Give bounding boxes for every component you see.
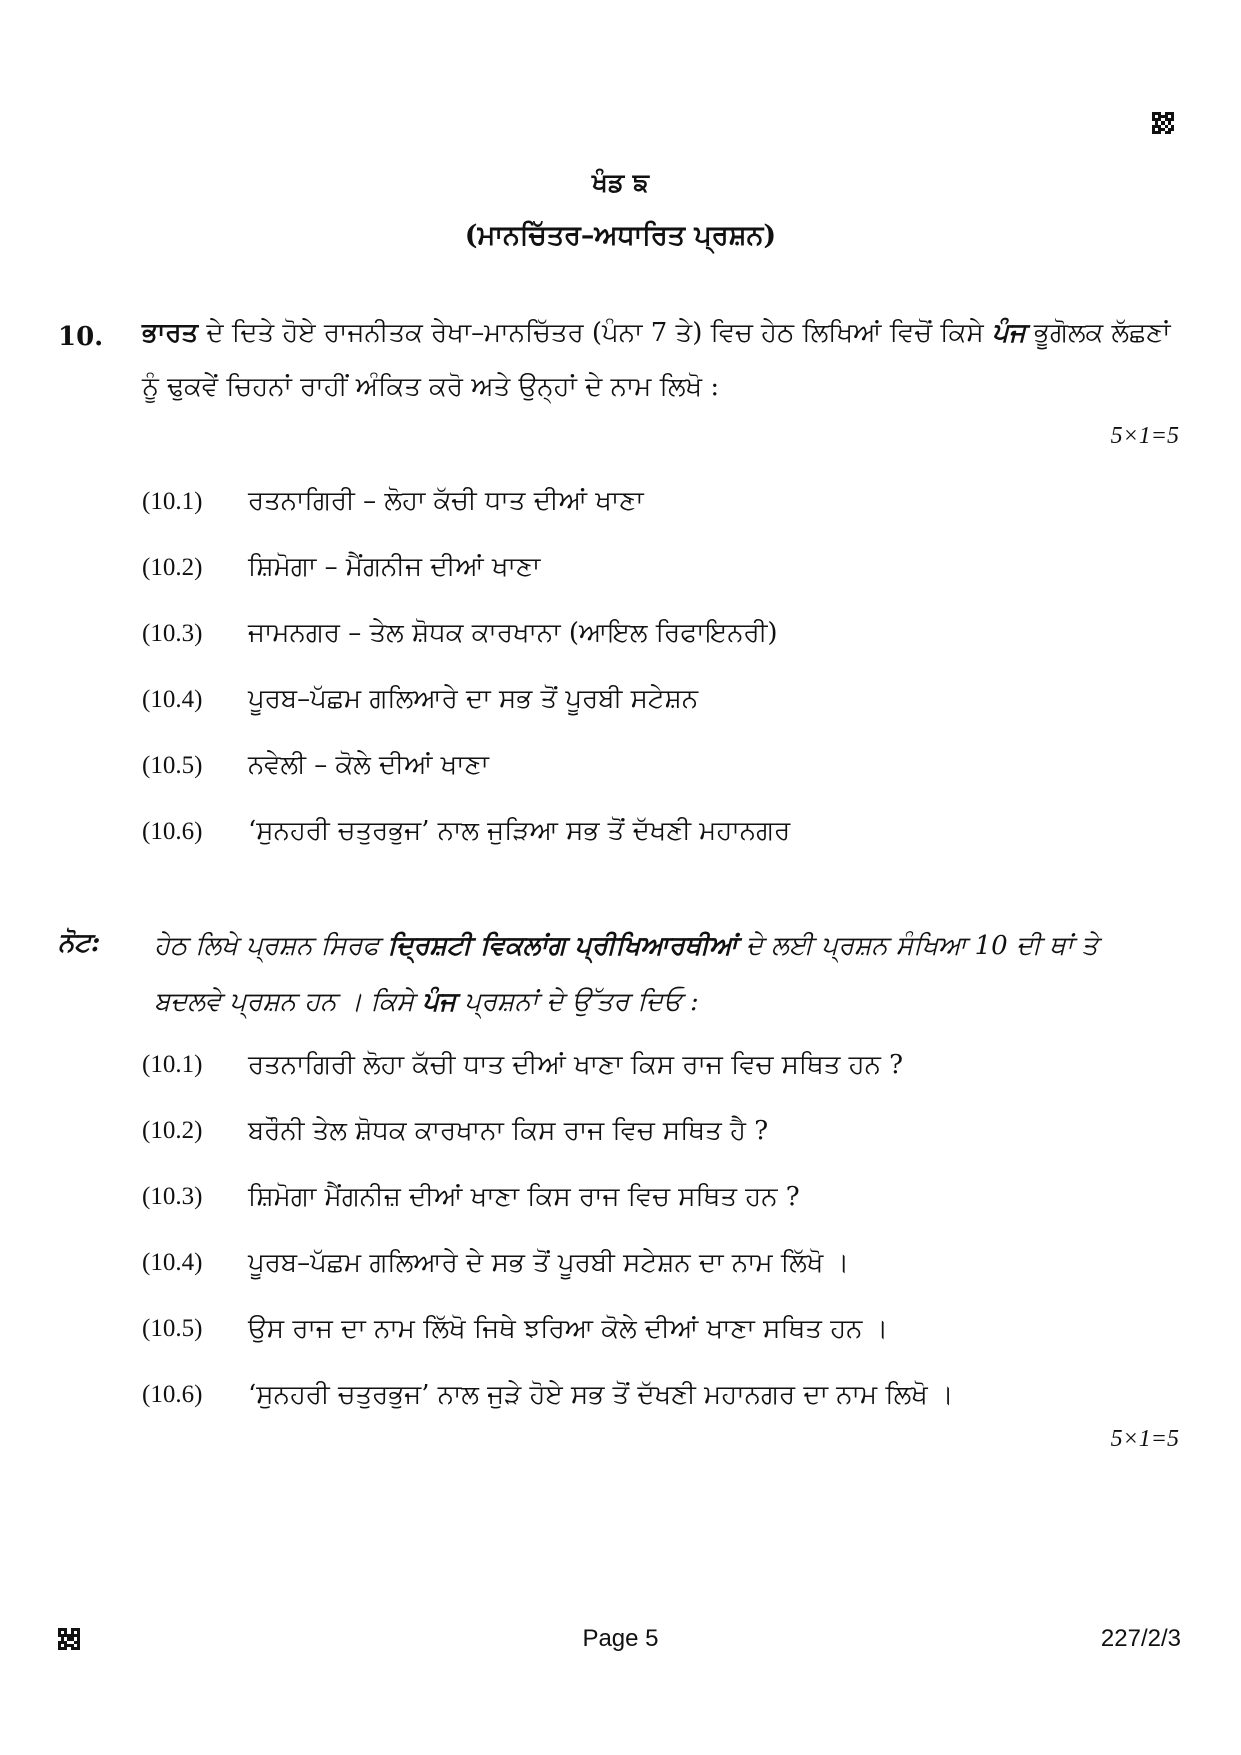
- item-text: ਪੂਰਬ–ਪੱਛਮ ਗਲਿਆਰੇ ਦਾ ਸਭ ਤੋਂ ਪੂਰਬੀ ਸਟੇਸ਼ਨ: [248, 684, 699, 714]
- list-item: [142, 750, 489, 781]
- list-item: [142, 816, 790, 847]
- item-number: (10.1): [142, 488, 203, 515]
- item-text: ‘ਸੁਨਹਰੀ ਚਤੁਰਭੁਜ’ ਨਾਲ ਜੁੜੇ ਹੋਏ ਸਭ ਤੋਂ ਦੱਖਣੀ ਮਹਾਨਗਰ ਦਾ ਨਾਮ ਲਿਖੋ ।: [248, 1380, 954, 1410]
- note-label: ਨੋਟ:: [58, 928, 101, 958]
- list-item: [142, 1366, 1136, 1424]
- question-bold-five: ਪੰਜ: [991, 318, 1026, 348]
- list-item: [142, 552, 540, 583]
- item-number: (10.4): [142, 1249, 203, 1276]
- question-text-part2: ਭੂਗੋਲਕ ਲੱਛਣਾਂ ਨੂੰ ਢੁਕਵੇਂ ਚਿਹਨਾਂ ਰਾਹੀਂ ਅੰਕਿਤ ਕਰੋ ਅਤੇ ਉਨ੍ਹਾਂ ਦੇ ਨਾਮ ਲਿਖੋ :: [142, 318, 1171, 402]
- item-number: (10.6): [142, 818, 203, 845]
- item-number: (10.1): [142, 1051, 203, 1078]
- item-number: (10.5): [142, 752, 203, 779]
- list-item: [142, 1300, 888, 1358]
- question-text-part1: ਦੇ ਦਿਤੇ ਹੋਏ ਰਾਜਨੀਤਕ ਰੇਖਾ–ਮਾਨਚਿੱਤਰ (ਪੰਨਾ 7 ਤੇ) ਵਿਚ ਹੇਠ ਲਿਖਿਆਂ ਵਿਚੋਂ ਕਿਸੇ: [198, 318, 992, 348]
- list-item: [142, 1234, 849, 1292]
- list-item: [142, 1168, 800, 1226]
- note-text-part3: ਪ੍ਰਸ਼ਨਾਂ ਦੇ ਉੱਤਰ ਦਿਓ :: [455, 987, 699, 1017]
- item-text: ਸ਼ਿਮੋਗਾ ਮੈਂਗਨੀਜ਼ ਦੀਆਂ ਖਾਣਾ ਕਿਸ ਰਾਜ ਵਿਚ ਸਥਿਤ ਹਨ ?: [248, 1182, 800, 1212]
- item-text: ਜਾਮਨਗਰ – ਤੇਲ ਸ਼ੋਧਕ ਕਾਰਖਾਨਾ (ਆਇਲ ਰਿਫਾਇਨਰੀ): [248, 618, 778, 648]
- qr-code-icon: [1152, 112, 1174, 134]
- item-number: (10.3): [142, 620, 203, 647]
- item-text: ਬਰੌਨੀ ਤੇਲ ਸ਼ੋਧਕ ਕਾਰਖਾਨਾ ਕਿਸ ਰਾਜ ਵਿਚ ਸਥਿਤ ਹੈ ?: [248, 1116, 769, 1146]
- list-item: [142, 684, 698, 715]
- item-number: (10.2): [142, 554, 203, 581]
- note-marks: 5×1=5: [1110, 1426, 1179, 1452]
- item-text: ਉਸ ਰਾਜ ਦਾ ਨਾਮ ਲਿੱਖੋ ਜਿਥੇ ਝਰਿਆ ਕੋਲੇ ਦੀਆਂ ਖਾਣਾ ਸਥਿਤ ਹਨ ।: [248, 1314, 889, 1344]
- item-number: (10.5): [142, 1315, 203, 1342]
- page-number: Page 5: [582, 1625, 659, 1652]
- section-subtitle: (ਮਾਨਚਿੱਤਰ–ਅਧਾਰਿਤ ਪ੍ਰਸ਼ਨ): [464, 220, 777, 251]
- question-bold-country: ਭਾਰਤ: [142, 318, 199, 348]
- item-text: ਨਵੇਲੀ – ਕੋਲੇ ਦੀਆਂ ਖਾਣਾ: [248, 750, 489, 780]
- item-number: (10.2): [142, 1117, 203, 1144]
- list-item: [142, 1102, 768, 1160]
- paper-code: 227/2/3: [1100, 1625, 1181, 1652]
- list-item: [142, 1036, 903, 1094]
- item-text: ਰਤਨਾਗਿਰੀ ਲੋਹਾ ਕੱਚੀ ਧਾਤ ਦੀਆਂ ਖਾਣਾ ਕਿਸ ਰਾਜ ਵਿਚ ਸਥਿਤ ਹਨ ?: [248, 1050, 904, 1080]
- item-text: ਰਤਨਾਗਿਰੀ – ਲੋਹਾ ਕੱਚੀ ਧਾਤ ਦੀਆਂ ਖਾਣਾ: [248, 486, 644, 516]
- question-number: 10.: [58, 322, 104, 352]
- note-text-part1: ਹੇਠ ਲਿਖੇ ਪ੍ਰਸ਼ਨ ਸਿਰਫ: [154, 931, 388, 961]
- item-number: (10.6): [142, 1381, 203, 1408]
- item-text: ‘ਸੁਨਹਰੀ ਚਤੁਰਭੁਜ’ ਨਾਲ ਜੁੜਿਆ ਸਭ ਤੋਂ ਦੱਖਣੀ ਮਹਾਨਗਰ: [248, 816, 791, 846]
- item-number: (10.3): [142, 1183, 203, 1210]
- list-item: [142, 618, 778, 649]
- section-title: ਖੰਡ ਙ: [591, 168, 650, 197]
- note-text: [154, 918, 1164, 1030]
- item-text: ਪੂਰਬ–ਪੱਛਮ ਗਲਿਆਰੇ ਦੇ ਸਭ ਤੋਂ ਪੂਰਬੀ ਸਟੇਸ਼ਨ ਦਾ ਨਾਮ ਲਿੱਖੋ ।: [248, 1248, 850, 1278]
- note-text-part2: ਦੇ ਲਈ ਪ੍ਰਸ਼ਨ ਸੰਖਿਆ 10 ਦੀ ਥਾਂ ਤੇ ਬਦਲਵੇ ਪ੍ਰਸ਼ਨ ਹਨ । ਕਿਸੇ: [154, 931, 1099, 1017]
- item-number: (10.4): [142, 686, 203, 713]
- note-bold-candidates: ਦ੍ਰਿਸ਼ਟੀ ਵਿਕਲਾਂਗ ਪ੍ਰੀਖਿਆਰਥੀਆਂ: [387, 931, 738, 961]
- list-item: [142, 486, 644, 517]
- item-text: ਸ਼ਿਮੋਗਾ – ਮੈਂਗਨੀਜ ਦੀਆਂ ਖਾਣਾ: [248, 552, 541, 582]
- note-bold-five: ਪੰਜ: [422, 987, 456, 1017]
- question-marks: 5×1=5: [1110, 423, 1179, 449]
- question-text: [142, 306, 1176, 414]
